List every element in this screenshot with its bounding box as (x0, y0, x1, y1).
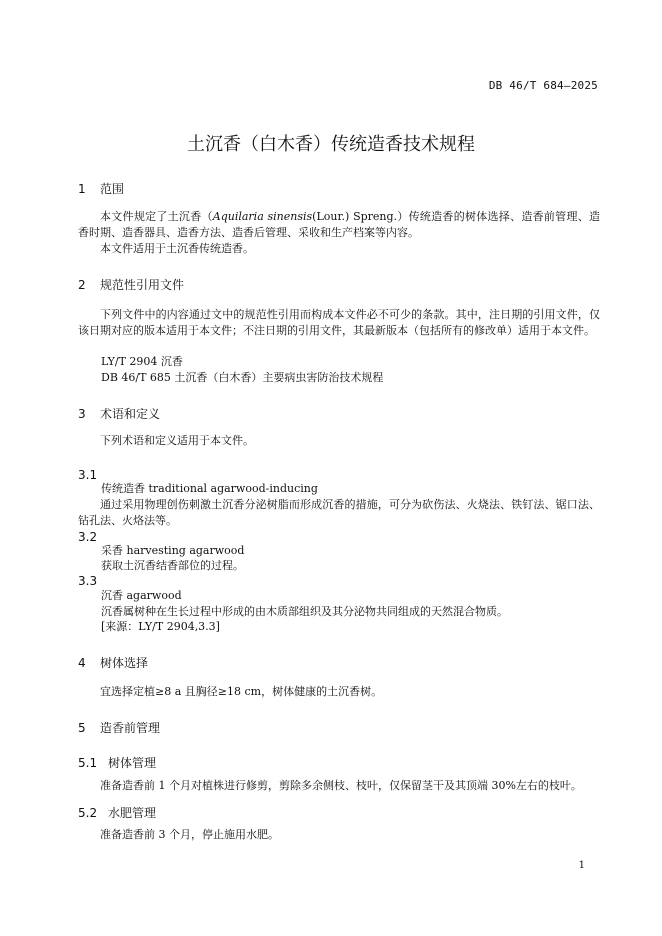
section-title: 术语和定义 (100, 407, 161, 421)
subsection-title: 树体管理 (108, 756, 157, 770)
section-1-paragraph-2: 本文件适用于土沉香传统造香。 (100, 242, 254, 255)
term-definition: 通过采用物理创伤刺激土沉香分泌树脂而形成沉香的措施，可分为砍伤法、火烧法、铁钉法、锯口法、钻孔法、火烙法等。 (78, 498, 600, 527)
term-name: 传统造香 traditional agarwood-inducing (101, 482, 318, 495)
term-name: 沉香 agarwood (101, 589, 182, 602)
document-title: 土沉香（白木香）传统造香技术规程 (187, 134, 475, 155)
section-4-paragraph-1: 宜选择定植≥8 a 且胸径≥18 cm，树体健康的土沉香树。 (100, 685, 383, 698)
page-number: 1 (578, 860, 585, 871)
section-number: 1 (78, 182, 86, 196)
section-3-heading (78, 405, 160, 422)
subsection-5-2-heading (78, 804, 156, 821)
text-run: (Lour.) Spreng.）传统造香的树体选择、造香前管理、造香时期、造香器具、造香方法、造香后管理、采收和生产档案等内容。 (78, 210, 600, 239)
document-number: DB 46/T 684—2025 (488, 79, 598, 92)
species-name: Aquilaria sinensis (212, 210, 313, 223)
term-definition: 获取土沉香结香部位的过程。 (101, 559, 244, 572)
section-1-paragraph-1 (78, 209, 600, 241)
subsection-5-1-paragraph: 准备造香前 1 个月对植株进行修剪，剪除多余侧枝、枝叶，仅保留茎干及其顶端 30%左右的枝叶。 (100, 779, 582, 792)
section-number: 2 (78, 278, 86, 292)
section-5-heading (78, 719, 160, 736)
subsection-number: 5.1 (78, 756, 98, 770)
subsection-5-2-paragraph: 准备造香前 3 个月，停止施用水肥。 (100, 828, 279, 841)
text-run: 本文件规定了土沉香（ (100, 210, 213, 223)
term-number: 3.3 (78, 574, 98, 588)
subsection-number: 5.2 (78, 806, 98, 820)
subsection-5-1-heading (78, 754, 156, 771)
term-name: 采香 harvesting agarwood (101, 544, 245, 557)
section-2-paragraph-1: 下列文件中的内容通过文中的规范性引用而构成本文件必不可少的条款。其中，注日期的引用文件，仅该日期对应的版本适用于本文件；不注日期的引用文件，其最新版本（包括所有的修改单）适用于本文件。 (78, 308, 600, 337)
term-number: 3.2 (78, 530, 98, 544)
section-title: 树体选择 (100, 656, 149, 670)
section-1-heading (78, 180, 124, 197)
section-2-heading (78, 276, 184, 293)
term-source: [来源：LY/T 2904,3.3] (101, 620, 220, 633)
section-3-intro: 下列术语和定义适用于本文件。 (100, 434, 254, 447)
section-title: 范围 (100, 182, 125, 196)
section-number: 4 (78, 656, 86, 670)
section-number: 3 (78, 407, 86, 421)
reference-item: DB 46/T 685 土沉香（白木香）主要病虫害防治技术规程 (101, 371, 384, 384)
section-4-heading (78, 654, 148, 671)
term-definition: 沉香属树种在生长过程中形成的由木质部组织及其分泌物共同组成的天然混合物质。 (101, 605, 508, 618)
term-number: 3.1 (78, 468, 98, 482)
subsection-title: 水肥管理 (108, 806, 157, 820)
section-title: 规范性引用文件 (100, 278, 185, 292)
reference-item: LY/T 2904 沉香 (101, 355, 183, 368)
section-title: 造香前管理 (100, 721, 161, 735)
section-number: 5 (78, 721, 86, 735)
